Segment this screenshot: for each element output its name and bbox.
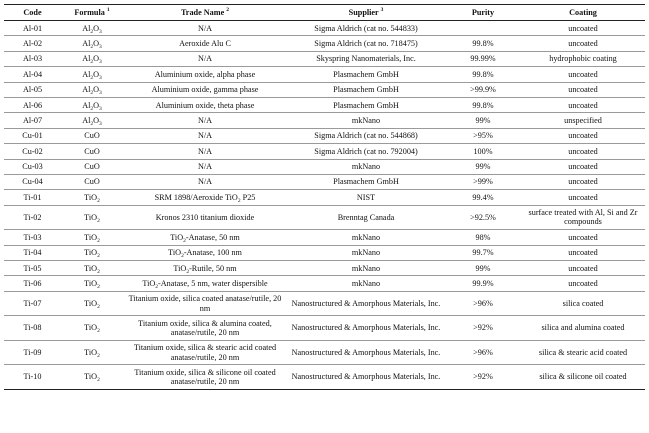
cell-supplier: mkNano <box>287 113 445 128</box>
table-row <box>4 230 645 245</box>
cell-supplier: mkNano <box>287 159 445 174</box>
header-coating: Coating <box>521 5 645 21</box>
cell-supplier: Sigma Aldrich (cat no. 544833) <box>287 21 445 36</box>
text-part: N/A <box>197 54 213 64</box>
cell-coating: uncoated <box>521 36 645 51</box>
cell-purity: >95% <box>445 128 521 143</box>
cell-formula <box>61 291 123 316</box>
subscript: 2 <box>97 303 100 310</box>
text-part: Al <box>82 85 91 95</box>
text-part: TiO <box>84 248 98 258</box>
header-code: Code <box>4 5 61 21</box>
text-part: TiO <box>84 192 98 202</box>
cell-coating: uncoated <box>521 174 645 189</box>
cell-trade-name <box>123 97 287 112</box>
cell-supplier: Nanostructured & Amorphous Materials, Inc. <box>287 291 445 316</box>
text-part: TiO <box>84 372 98 382</box>
subscript: 2 <box>155 283 159 290</box>
text-part: O <box>93 100 100 110</box>
cell-trade-name <box>123 260 287 275</box>
text-part: N/A <box>197 146 213 156</box>
cell-code: Ti-01 <box>4 190 61 205</box>
table-row <box>4 144 645 159</box>
cell-formula <box>61 67 123 82</box>
table-row <box>4 174 645 189</box>
cell-code: Ti-10 <box>4 365 61 390</box>
subscript: 2 <box>97 352 100 359</box>
text-part: N/A <box>197 23 213 33</box>
cell-purity: 99% <box>445 113 521 128</box>
subscript: 2 <box>183 237 186 244</box>
header-purity: Purity <box>445 5 521 21</box>
text-part: TiO <box>173 263 187 273</box>
table-row <box>4 340 645 365</box>
text-part: O <box>93 115 100 125</box>
table-body <box>4 21 645 390</box>
subscript: 2 <box>181 253 184 260</box>
table-row <box>4 67 645 82</box>
cell-trade-name <box>123 144 287 159</box>
text-part: Al <box>82 100 91 110</box>
cell-formula <box>61 230 123 245</box>
text-part: Aluminium oxide, alpha phase <box>154 69 256 79</box>
text-part: -Anatase, 50 nm <box>185 232 240 242</box>
subscript: 2 <box>90 74 94 81</box>
cell-trade-name <box>123 21 287 36</box>
nanomaterials-table <box>4 4 645 390</box>
subscript: 2 <box>97 328 100 335</box>
table-row <box>4 260 645 275</box>
text-part: Titanium oxide, silica & alumina coated, anatase/rutile, 20 nm <box>138 318 272 337</box>
cell-formula <box>61 316 123 341</box>
table-row <box>4 190 645 205</box>
text-part: TiO <box>84 212 98 222</box>
cell-coating: uncoated <box>521 190 645 205</box>
cell-purity: 99.7% <box>445 245 521 260</box>
cell-trade-name <box>123 205 287 230</box>
cell-supplier: Nanostructured & Amorphous Materials, Inc. <box>287 365 445 390</box>
header-supplier: Supplier $^3$ <box>287 5 445 21</box>
subscript: 3 <box>99 105 102 112</box>
cell-purity: 99.8% <box>445 97 521 112</box>
text-part: N/A <box>197 115 213 125</box>
cell-supplier: Plasmachem GmbH <box>287 174 445 189</box>
subscript: 2 <box>97 283 100 290</box>
table-row <box>4 245 645 260</box>
cell-code: Al-04 <box>4 67 61 82</box>
cell-code: Ti-04 <box>4 245 61 260</box>
text-part: TiO <box>84 278 98 288</box>
table-row <box>4 159 645 174</box>
cell-trade-name <box>123 159 287 174</box>
cell-coating: uncoated <box>521 245 645 260</box>
cell-purity: 99% <box>445 159 521 174</box>
text-part: O <box>93 38 100 48</box>
cell-coating: uncoated <box>521 97 645 112</box>
table-row <box>4 21 645 36</box>
cell-code: Cu-03 <box>4 159 61 174</box>
cell-coating: hydrophobic coating <box>521 51 645 66</box>
text-part: SRM 1898/Aeroxide TiO <box>154 192 238 202</box>
cell-supplier: Skyspring Nanomaterials, Inc. <box>287 51 445 66</box>
cell-trade-name <box>123 113 287 128</box>
cell-formula <box>61 340 123 365</box>
subscript: 2 <box>97 197 100 204</box>
subscript: 3 <box>99 59 102 66</box>
cell-supplier: mkNano <box>287 260 445 275</box>
table-row <box>4 113 645 128</box>
cell-code: Cu-01 <box>4 128 61 143</box>
cell-supplier: Plasmachem GmbH <box>287 82 445 97</box>
table-row <box>4 51 645 66</box>
cell-code: Ti-09 <box>4 340 61 365</box>
subscript: 2 <box>97 217 100 224</box>
text-part: Aluminium oxide, gamma phase <box>151 85 259 95</box>
subscript: 2 <box>97 268 100 275</box>
text-part: TiO <box>84 232 98 242</box>
cell-trade-name <box>123 51 287 66</box>
text-part: Titanium oxide, silica & stearic acid coated anatase/rutile, 20 nm <box>133 343 277 362</box>
text-part: TiO <box>142 278 156 288</box>
text-part: O <box>93 54 100 64</box>
cell-code: Cu-02 <box>4 144 61 159</box>
cell-supplier: Sigma Aldrich (cat no. 718475) <box>287 36 445 51</box>
cell-trade-name <box>123 174 287 189</box>
cell-coating: uncoated <box>521 128 645 143</box>
subscript: 3 <box>99 28 102 35</box>
cell-supplier: NIST <box>287 190 445 205</box>
text-part: CuO <box>84 146 100 156</box>
cell-purity: >99% <box>445 174 521 189</box>
cell-formula <box>61 190 123 205</box>
cell-trade-name <box>123 128 287 143</box>
cell-formula <box>61 159 123 174</box>
text-part: N/A <box>197 131 213 141</box>
text-part: CuO <box>84 177 100 187</box>
cell-code: Ti-07 <box>4 291 61 316</box>
cell-supplier: Nanostructured & Amorphous Materials, Inc. <box>287 316 445 341</box>
text-part: -Anatase, 100 nm <box>183 248 242 258</box>
text-part: O <box>93 69 100 79</box>
cell-coating: uncoated <box>521 159 645 174</box>
cell-formula <box>61 245 123 260</box>
cell-purity: >96% <box>445 291 521 316</box>
cell-supplier: Plasmachem GmbH <box>287 97 445 112</box>
cell-supplier: Nanostructured & Amorphous Materials, Inc. <box>287 340 445 365</box>
subscript: 2 <box>90 43 94 50</box>
cell-coating: surface treated with Al, Si and Zr compounds <box>521 205 645 230</box>
cell-code: Al-01 <box>4 21 61 36</box>
cell-purity: >92% <box>445 316 521 341</box>
cell-supplier: Sigma Aldrich (cat no. 792004) <box>287 144 445 159</box>
cell-formula <box>61 260 123 275</box>
cell-supplier: Brenntag Canada <box>287 205 445 230</box>
table-row <box>4 82 645 97</box>
subscript: 3 <box>99 90 102 97</box>
cell-formula <box>61 365 123 390</box>
cell-supplier: mkNano <box>287 276 445 291</box>
cell-coating: uncoated <box>521 21 645 36</box>
table-row <box>4 291 645 316</box>
cell-coating: uncoated <box>521 230 645 245</box>
text-part: Al <box>82 38 91 48</box>
subscript: 3 <box>99 74 102 81</box>
cell-coating: unspecified <box>521 113 645 128</box>
cell-supplier: mkNano <box>287 245 445 260</box>
cell-code: Al-03 <box>4 51 61 66</box>
cell-formula <box>61 113 123 128</box>
cell-purity: >99.9% <box>445 82 521 97</box>
cell-purity <box>445 21 521 36</box>
cell-coating: uncoated <box>521 260 645 275</box>
cell-coating: uncoated <box>521 144 645 159</box>
text-part: Titanium oxide, silica coated anatase/rutile, 20 nm <box>128 294 282 313</box>
text-part: N/A <box>197 177 213 187</box>
cell-code: Cu-04 <box>4 174 61 189</box>
cell-supplier: mkNano <box>287 230 445 245</box>
text-part: CuO <box>84 162 100 172</box>
text-part: Al <box>82 23 91 33</box>
text-part: TiO <box>168 248 182 258</box>
table-row <box>4 365 645 390</box>
header-trade-name: Trade Name $^2$ <box>123 5 287 21</box>
cell-supplier: Plasmachem GmbH <box>287 67 445 82</box>
subscript: 2 <box>90 59 94 66</box>
cell-purity: 99% <box>445 260 521 275</box>
cell-trade-name <box>123 276 287 291</box>
footnote-marker: 1 <box>106 6 110 13</box>
table-row <box>4 316 645 341</box>
cell-coating: silica & stearic acid coated <box>521 340 645 365</box>
cell-coating: uncoated <box>521 276 645 291</box>
text-part: -Rutile, 50 nm <box>189 263 237 273</box>
subscript: 2 <box>97 377 100 384</box>
footnote-marker: 3 <box>380 6 384 13</box>
text-part: P25 <box>240 192 256 202</box>
cell-trade-name <box>123 340 287 365</box>
subscript: 3 <box>99 43 102 50</box>
cell-coating: uncoated <box>521 82 645 97</box>
cell-purity: >96% <box>445 340 521 365</box>
cell-trade-name <box>123 67 287 82</box>
text-part: TiO <box>84 347 98 357</box>
subscript: 2 <box>186 268 190 275</box>
header-formula: Formula $^1$ <box>61 5 123 21</box>
cell-purity: 99.99% <box>445 51 521 66</box>
cell-code: Al-05 <box>4 82 61 97</box>
cell-code: Ti-03 <box>4 230 61 245</box>
text-part: Al <box>82 69 91 79</box>
table-row <box>4 128 645 143</box>
text-part: O <box>93 23 100 33</box>
cell-trade-name <box>123 36 287 51</box>
text-part: TiO <box>170 232 184 242</box>
cell-trade-name <box>123 230 287 245</box>
subscript: 2 <box>97 237 100 244</box>
cell-formula <box>61 97 123 112</box>
cell-trade-name <box>123 316 287 341</box>
text-part: TiO <box>84 323 98 333</box>
cell-formula <box>61 276 123 291</box>
subscript: 3 <box>99 120 102 127</box>
cell-purity: 99.8% <box>445 36 521 51</box>
cell-formula <box>61 128 123 143</box>
cell-formula <box>61 144 123 159</box>
cell-purity: >92.5% <box>445 205 521 230</box>
cell-coating: silica coated <box>521 291 645 316</box>
cell-trade-name <box>123 291 287 316</box>
subscript: 2 <box>237 197 241 204</box>
cell-formula <box>61 82 123 97</box>
subscript: 2 <box>90 28 94 35</box>
cell-formula <box>61 51 123 66</box>
cell-code: Al-02 <box>4 36 61 51</box>
cell-code: Al-06 <box>4 97 61 112</box>
cell-code: Al-07 <box>4 113 61 128</box>
table-row <box>4 97 645 112</box>
text-part: Al <box>82 115 91 125</box>
cell-purity: >92% <box>445 365 521 390</box>
cell-code: Ti-06 <box>4 276 61 291</box>
cell-trade-name <box>123 365 287 390</box>
text-part: Aeroxide Alu C <box>179 38 231 48</box>
text-part: -Anatase, 5 nm, water dispersible <box>158 278 268 288</box>
cell-supplier: Sigma Aldrich (cat no. 544868) <box>287 128 445 143</box>
table-row <box>4 205 645 230</box>
cell-purity: 99.8% <box>445 67 521 82</box>
table-header-row <box>4 5 645 21</box>
cell-formula <box>61 174 123 189</box>
cell-purity: 99.4% <box>445 190 521 205</box>
cell-trade-name <box>123 190 287 205</box>
text-part: CuO <box>84 131 100 141</box>
cell-code: Ti-08 <box>4 316 61 341</box>
subscript: 2 <box>90 120 94 127</box>
subscript: 2 <box>90 90 94 97</box>
subscript: 2 <box>90 105 94 112</box>
text-part: TiO <box>84 298 98 308</box>
cell-trade-name <box>123 82 287 97</box>
cell-coating: uncoated <box>521 67 645 82</box>
text-part: Kronos 2310 titanium dioxide <box>155 212 255 222</box>
cell-trade-name <box>123 245 287 260</box>
subscript: 2 <box>97 253 100 260</box>
table-row <box>4 36 645 51</box>
cell-formula <box>61 36 123 51</box>
text-part: Al <box>82 54 91 64</box>
footnote-marker: 2 <box>226 6 230 13</box>
text-part: N/A <box>197 162 213 172</box>
cell-formula <box>61 205 123 230</box>
cell-coating: silica & silicone oil coated <box>521 365 645 390</box>
cell-purity: 98% <box>445 230 521 245</box>
cell-formula <box>61 21 123 36</box>
table-row <box>4 276 645 291</box>
text-part: O <box>93 85 100 95</box>
cell-purity: 100% <box>445 144 521 159</box>
cell-code: Ti-02 <box>4 205 61 230</box>
text-part: Titanium oxide, silica & silicone oil coated anatase/rutile, 20 nm <box>134 367 276 386</box>
cell-purity: 99.9% <box>445 276 521 291</box>
cell-code: Ti-05 <box>4 260 61 275</box>
text-part: TiO <box>84 263 98 273</box>
text-part: Aluminium oxide, theta phase <box>155 100 255 110</box>
cell-coating: silica and alumina coated <box>521 316 645 341</box>
